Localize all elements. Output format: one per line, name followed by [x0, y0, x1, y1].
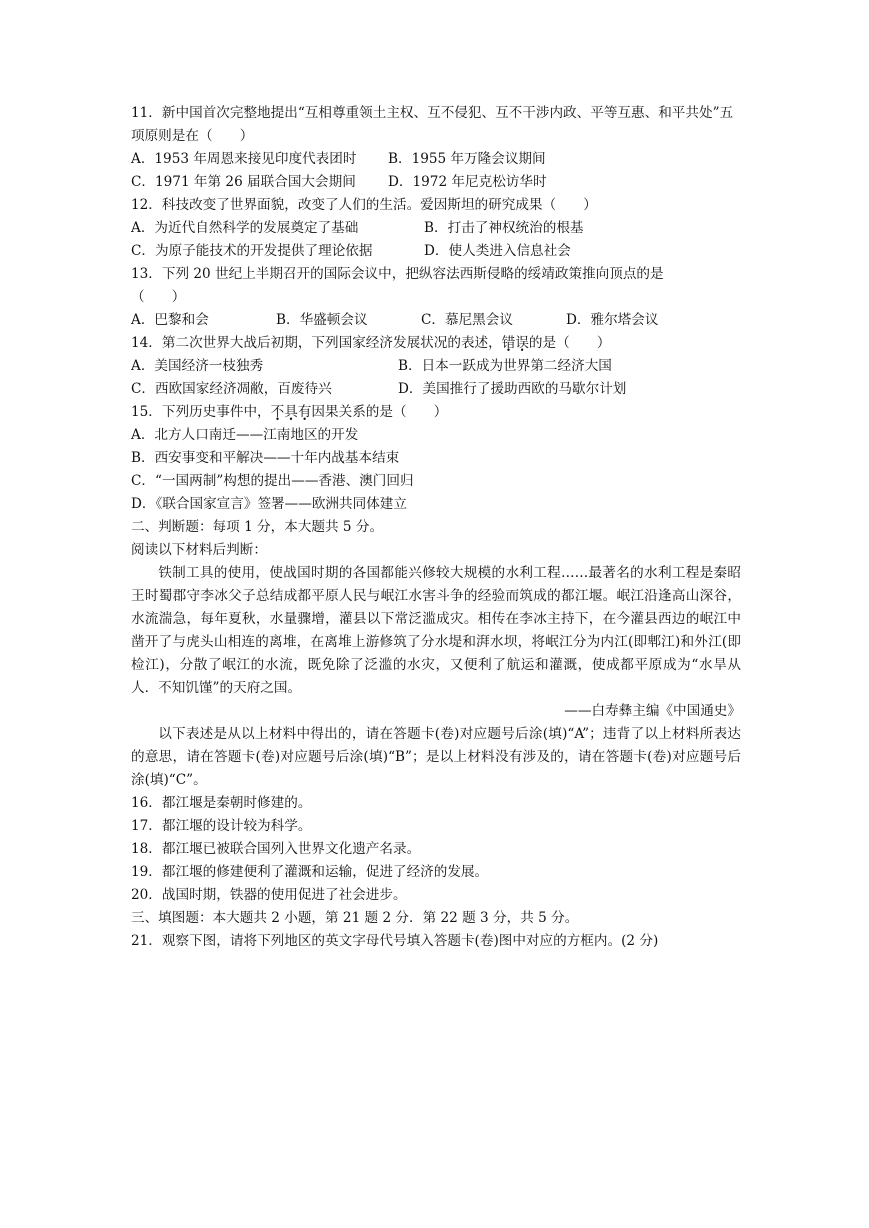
judge-item: 18．都江堰已被联合国列入世界文化遗产名录。: [131, 841, 421, 857]
q12-stem: 12．科技改变了世界面貌，改变了人们的生活。爱因斯坦的研究成果（ ）: [131, 197, 597, 213]
q14-stem-post: 的是（ ）: [528, 335, 611, 351]
exam-page: [131, 102, 741, 953]
q14-emph-char: 错: [501, 335, 516, 351]
q15-emph-char: 具: [284, 404, 298, 420]
q14-options-row1: [131, 355, 741, 378]
q11-option-d: D．1972 年尼克松访华时: [388, 174, 547, 190]
q14-option-d: D．美国推行了援助西欧的马歇尔计划: [398, 381, 627, 397]
section2-intro: 阅读以下材料后判断：: [131, 542, 267, 558]
q12-option-a: A．为近代自然科学的发展奠定了基础: [131, 220, 359, 236]
q12-option-b: B．打击了神权统治的根基: [424, 220, 584, 236]
section2-passage: 铁制工具的使用，使战国时期的各国都能兴修较大规模的水利工程……最著名的水利工程是秦昭王时蜀郡守李冰父子总结成都平原人民与岷江水害斗争的经验而筑成的都江堰。岷江沿逢高山深谷，水流湍急，每年夏秋，水量骤增，灌县以下常泛滥成灾。相传在李冰主持下，在今灌县西边的岷江中凿开了与虎头山相连的离堆，在离堆上游修筑了分水堤和湃水坝，将岷江分为内江(即郫江)和外江(即检江)，分散了岷江的水流，既免除了泛滥的水灾，又便利了航运和灌溉，使成都平原成为“水旱从人．不知饥馑”的天府之国。: [131, 565, 741, 696]
q14-options-row2: [131, 378, 741, 401]
q15-option-b: B．西安事变和平解决——十年内战基本结束: [131, 450, 400, 466]
q13-option-b: B．华盛顿会议: [276, 312, 368, 328]
q12-options-row2: [131, 240, 741, 263]
q15-option-a: A．北方人口南迁——江南地区的开发: [131, 427, 359, 443]
q14-emph-char: 误: [515, 335, 529, 351]
q11-option-b: B．1955 年万隆会议期间: [388, 151, 546, 167]
q14-stem-pre: 14．第二次世界大战后初期，下列国家经济发展状况的表述，: [131, 335, 502, 351]
q15-stem: [131, 401, 741, 424]
q11-option-c: C．1971 年第 26 届联合国大会期间: [131, 174, 356, 190]
judge-item: 20．战国时期，铁器的使用促进了社会进步。: [131, 887, 407, 903]
q14-option-c: C．西欧国家经济凋敝，百废待兴: [131, 381, 332, 397]
section2-instruction: 以下表述是从以上材料中得出的，请在答题卡(卷)对应题号后涂(填)“A”；违背了以上材料所表达的意思，请在答题卡(卷)对应题号后涂(填)“B”；是以上材料没有涉及的，请在答题卡(卷)对应题号后涂(填)“C”。: [131, 726, 741, 788]
q13-options-row: [131, 309, 741, 332]
q11-option-a: A．1953 年周恩来接见印度代表团时: [131, 151, 357, 167]
q15-emph-char: 不: [270, 404, 285, 420]
judge-item: 19．都江堰的修建便利了灌溉和运输，促进了经济的发展。: [131, 864, 489, 880]
section2-heading: 二、判断题：每项 1 分，本大题共 5 分。: [131, 519, 384, 535]
q12-options-row1: [131, 217, 741, 240]
q21-stem: 21．观察下图，请将下列地区的英文字母代号填入答题卡(卷)图中对应的方框内。(2 分): [131, 933, 659, 949]
section3-heading: 三、填图题：本大题共 2 小题，第 21 题 2 分．第 22 题 3 分，共 5 分。: [131, 910, 579, 926]
q11-options-row1: [131, 148, 741, 171]
q15-emph-char: 有: [297, 404, 312, 420]
q15-option-d: D．《联合国家宣言》签署——欧洲共同体建立: [131, 496, 407, 512]
q13-stem-bracket: （ ）: [131, 289, 186, 305]
q15-option-c: C．“一国两制”构想的提出——香港、澳门回归: [131, 473, 414, 489]
q13-option-a: A．巴黎和会: [131, 312, 209, 328]
q14-stem: [131, 332, 741, 355]
q11-options-row2: [131, 171, 741, 194]
q13-option-d: D．雅尔塔会议: [566, 312, 659, 328]
q11-stem: 11．新中国首次完整地提出“互相尊重领土主权、互不侵犯、互不干涉内政、平等互惠、和平共处”五项原则是在（ ）: [131, 105, 734, 144]
q13-option-c: C．慕尼黑会议: [421, 312, 513, 328]
q14-option-b: B．日本一跃成为世界第二经济大国: [398, 358, 612, 374]
q12-option-d: D．使人类进入信息社会: [424, 243, 571, 259]
q15-stem-pre: 15．下列历史事件中，: [131, 404, 271, 420]
q15-stem-post: 因果关系的是（ ）: [311, 404, 448, 420]
q14-option-a: A．美国经济一枝独秀: [131, 358, 264, 374]
passage-source: ——白寿彝主编《中国通史》: [564, 703, 741, 719]
q13-stem: 13．下列 20 世纪上半期召开的国际会议中，把纵容法西斯侵略的绥靖政策推向顶点的是: [131, 266, 664, 282]
judge-item: 16．都江堰是秦朝时修建的。: [131, 795, 312, 811]
judge-item: 17．都江堰的设计较为科学。: [131, 818, 312, 834]
q12-option-c: C．为原子能技术的开发提供了理论依据: [131, 243, 373, 259]
